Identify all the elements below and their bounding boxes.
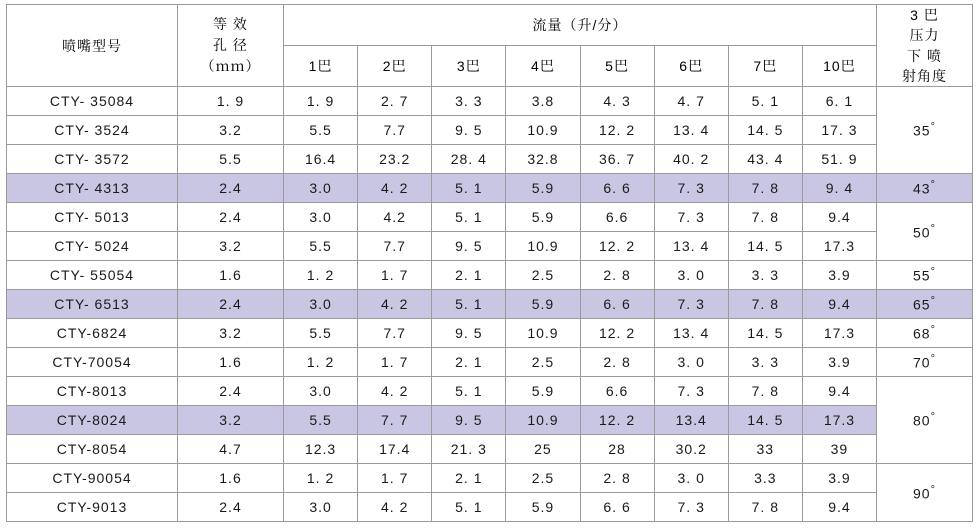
cell-flow: 5.9 [506,493,580,522]
cell-flow: 7. 8 [728,174,802,203]
cell-flow: 2. 7 [358,87,432,116]
cell-flow: 3. 3 [432,87,506,116]
cell-flow: 7. 8 [728,290,802,319]
spray-angle-unit: ° [930,411,936,424]
cell-flow: 5.5 [284,232,358,261]
cell-flow: 4. 2 [358,174,432,203]
cell-flow: 5. 1 [432,493,506,522]
header-row-1 [7,5,973,46]
cell-model: CTY- 3524 [7,116,178,145]
cell-flow: 13.4 [654,406,728,435]
header-pressure-1bar: 1巴 [284,46,358,87]
cell-flow: 40. 2 [654,145,728,174]
header-angle-line-3: 下 喷 [907,47,942,64]
cell-flow: 5. 1 [432,377,506,406]
cell-flow: 9.4 [802,493,876,522]
cell-flow: 12. 2 [580,116,654,145]
spray-angle-unit: ° [930,121,936,134]
cell-flow: 10.9 [506,319,580,348]
cell-flow: 1. 9 [284,87,358,116]
cell-flow: 4.2 [358,203,432,232]
cell-flow: 5.5 [284,406,358,435]
cell-model: CTY-90054 [7,464,178,493]
cell-spray-angle [877,348,973,377]
cell-model: CTY- 5024 [7,232,178,261]
spray-angle-unit: ° [930,295,936,308]
cell-model: CTY- 5013 [7,203,178,232]
cell-flow: 7.7 [358,116,432,145]
header-angle-line-4: 射角度 [902,67,947,84]
cell-flow: 6.6 [580,203,654,232]
spray-angle-unit: ° [930,179,936,192]
table-header [7,5,973,87]
cell-flow: 9. 5 [432,116,506,145]
cell-bore: 2.4 [178,493,284,522]
cell-model: CTY- 35084 [7,87,178,116]
cell-flow: 7. 3 [654,203,728,232]
cell-flow: 3.0 [284,290,358,319]
cell-bore: 2.4 [178,174,284,203]
table-row [7,348,973,377]
cell-model: CTY- 6513 [7,290,178,319]
spray-angle-value: 90 [913,485,931,502]
cell-flow: 3. 0 [654,348,728,377]
cell-spray-angle [877,319,973,348]
spray-angle-unit: ° [930,266,936,279]
cell-flow: 7. 3 [654,493,728,522]
cell-model: CTY-9013 [7,493,178,522]
table-row [7,261,973,290]
cell-flow: 7. 7 [358,406,432,435]
cell-model: CTY-8013 [7,377,178,406]
cell-flow: 4. 2 [358,377,432,406]
header-pressure-4bar: 4巴 [506,46,580,87]
cell-bore: 1.6 [178,348,284,377]
cell-flow: 1. 7 [358,261,432,290]
cell-model: CTY-8024 [7,406,178,435]
cell-flow: 39 [802,435,876,464]
cell-flow: 17.3 [802,232,876,261]
cell-bore: 3.2 [178,232,284,261]
spray-angle-value: 80 [913,413,931,430]
table-row [7,319,973,348]
cell-flow: 32.8 [506,145,580,174]
cell-bore: 1. 9 [178,87,284,116]
cell-flow: 2. 1 [432,348,506,377]
cell-flow: 5.9 [506,203,580,232]
cell-model: CTY- 4313 [7,174,178,203]
cell-flow: 9. 5 [432,232,506,261]
cell-flow: 2. 1 [432,464,506,493]
cell-flow: 23.2 [358,145,432,174]
spray-angle-value: 35 [913,123,931,140]
cell-flow: 1. 2 [284,464,358,493]
cell-model: CTY- 55054 [7,261,178,290]
cell-flow: 9.4 [802,290,876,319]
header-flow-group: 流量（升/分） [284,5,877,46]
cell-flow: 9. 5 [432,406,506,435]
cell-flow: 1. 7 [358,348,432,377]
table-row [7,87,973,116]
cell-flow: 3. 3 [728,348,802,377]
cell-flow: 1. 2 [284,261,358,290]
cell-flow: 3.8 [506,87,580,116]
spray-angle-value: 70 [913,355,931,372]
header-angle-line-2: 压力 [909,27,940,44]
cell-flow: 12. 2 [580,232,654,261]
cell-flow: 3.3 [728,464,802,493]
cell-flow: 10.9 [506,406,580,435]
spray-angle-unit: ° [930,353,936,366]
header-spray-angle [877,5,973,87]
cell-flow: 4. 3 [580,87,654,116]
cell-bore: 2.4 [178,290,284,319]
cell-flow: 5. 1 [728,87,802,116]
header-angle-line-1: 3 巴 [910,7,939,23]
cell-flow: 43. 4 [728,145,802,174]
cell-flow: 9.4 [802,377,876,406]
header-pressure-6bar: 6巴 [654,46,728,87]
cell-bore: 2.4 [178,203,284,232]
cell-bore: 3.2 [178,116,284,145]
cell-bore: 3.2 [178,319,284,348]
cell-flow: 2. 8 [580,261,654,290]
cell-flow: 3.9 [802,261,876,290]
cell-flow: 7. 8 [728,203,802,232]
cell-flow: 14. 5 [728,116,802,145]
cell-flow: 3. 3 [728,261,802,290]
cell-flow: 6. 6 [580,290,654,319]
cell-flow: 5.9 [506,290,580,319]
cell-flow: 17.3 [802,406,876,435]
cell-flow: 51. 9 [802,145,876,174]
table-row [7,493,973,522]
spray-angle-unit: ° [930,222,936,235]
cell-flow: 5. 1 [432,290,506,319]
cell-flow: 9.4 [802,203,876,232]
header-pressure-2bar: 2巴 [358,46,432,87]
cell-flow: 6. 6 [580,493,654,522]
cell-flow: 6. 6 [580,174,654,203]
cell-flow: 5. 1 [432,174,506,203]
cell-flow: 14. 5 [728,319,802,348]
cell-bore: 1.6 [178,464,284,493]
cell-flow: 10.9 [506,232,580,261]
cell-flow: 7. 3 [654,290,728,319]
cell-bore: 3.2 [178,406,284,435]
cell-flow: 9. 4 [802,174,876,203]
cell-flow: 3.0 [284,174,358,203]
header-pressure-5bar: 5巴 [580,46,654,87]
cell-flow: 3.9 [802,348,876,377]
cell-spray-angle [877,261,973,290]
cell-bore: 2.4 [178,377,284,406]
cell-flow: 25 [506,435,580,464]
cell-bore: 4.7 [178,435,284,464]
cell-spray-angle [877,290,973,319]
cell-flow: 12. 2 [580,406,654,435]
cell-model: CTY-6824 [7,319,178,348]
cell-spray-angle [877,377,973,464]
cell-flow: 4. 7 [654,87,728,116]
cell-flow: 4. 2 [358,493,432,522]
cell-flow: 7. 3 [654,377,728,406]
cell-flow: 3.0 [284,377,358,406]
cell-flow: 3. 0 [654,464,728,493]
cell-flow: 5.9 [506,174,580,203]
cell-flow: 3.0 [284,203,358,232]
cell-model: CTY-8054 [7,435,178,464]
cell-flow: 12. 2 [580,319,654,348]
cell-flow: 3.9 [802,464,876,493]
nozzle-spec-table [6,4,973,522]
table-row [7,232,973,261]
cell-bore: 5.5 [178,145,284,174]
table-row [7,145,973,174]
spray-angle-value: 65 [913,297,931,314]
table-body [7,87,973,522]
cell-spray-angle [877,464,973,522]
cell-flow: 13. 4 [654,232,728,261]
table-row [7,174,973,203]
cell-flow: 1. 2 [284,348,358,377]
header-pressure-7bar: 7巴 [728,46,802,87]
cell-flow: 21. 3 [432,435,506,464]
cell-flow: 6. 1 [802,87,876,116]
cell-model: CTY- 3572 [7,145,178,174]
spray-angle-value: 50 [913,224,931,241]
cell-flow: 7. 3 [654,174,728,203]
cell-flow: 10.9 [506,116,580,145]
cell-flow: 28 [580,435,654,464]
cell-flow: 36. 7 [580,145,654,174]
cell-flow: 3. 0 [654,261,728,290]
table-row [7,116,973,145]
spray-angle-unit: ° [930,483,936,496]
cell-flow: 12.3 [284,435,358,464]
cell-flow: 30.2 [654,435,728,464]
cell-flow: 9. 5 [432,319,506,348]
spray-angle-value: 55 [913,268,931,285]
cell-flow: 2. 8 [580,464,654,493]
cell-model: CTY-70054 [7,348,178,377]
header-bore-line-3: （ｍｍ） [200,58,261,75]
header-bore-line-1: 等 效 [213,16,248,33]
cell-flow: 5.5 [284,319,358,348]
cell-flow: 14. 5 [728,406,802,435]
cell-flow: 7.7 [358,232,432,261]
cell-flow: 17.3 [802,319,876,348]
cell-flow: 2.5 [506,464,580,493]
header-bore [178,5,284,87]
header-pressure-3bar: 3巴 [432,46,506,87]
cell-flow: 2. 1 [432,261,506,290]
cell-flow: 2. 8 [580,348,654,377]
header-pressure-10bar: 10巴 [802,46,876,87]
cell-spray-angle [877,87,973,174]
cell-flow: 7. 8 [728,377,802,406]
header-model: 喷嘴型号 [7,5,178,87]
cell-flow: 5.5 [284,116,358,145]
cell-flow: 7.7 [358,319,432,348]
cell-flow: 7. 8 [728,493,802,522]
cell-flow: 14. 5 [728,232,802,261]
cell-flow: 16.4 [284,145,358,174]
table-row [7,203,973,232]
cell-flow: 3.0 [284,493,358,522]
cell-flow: 5. 1 [432,203,506,232]
table-row [7,406,973,435]
table-row [7,464,973,493]
cell-flow: 13. 4 [654,319,728,348]
cell-flow: 1. 7 [358,464,432,493]
cell-flow: 17. 3 [802,116,876,145]
header-bore-line-2: 孔 径 [213,37,248,54]
cell-flow: 6.6 [580,377,654,406]
cell-flow: 17.4 [358,435,432,464]
spray-angle-value: 68 [913,326,931,343]
cell-flow: 13. 4 [654,116,728,145]
cell-flow: 5.9 [506,377,580,406]
spray-angle-value: 43 [913,181,931,198]
cell-flow: 2.5 [506,261,580,290]
table-row [7,377,973,406]
spray-angle-unit: ° [930,324,936,337]
cell-spray-angle [877,174,973,203]
table-row [7,290,973,319]
cell-bore: 1.6 [178,261,284,290]
cell-flow: 2.5 [506,348,580,377]
cell-flow: 33 [728,435,802,464]
cell-flow: 4. 2 [358,290,432,319]
table-row [7,435,973,464]
cell-spray-angle [877,203,973,261]
cell-flow: 28. 4 [432,145,506,174]
